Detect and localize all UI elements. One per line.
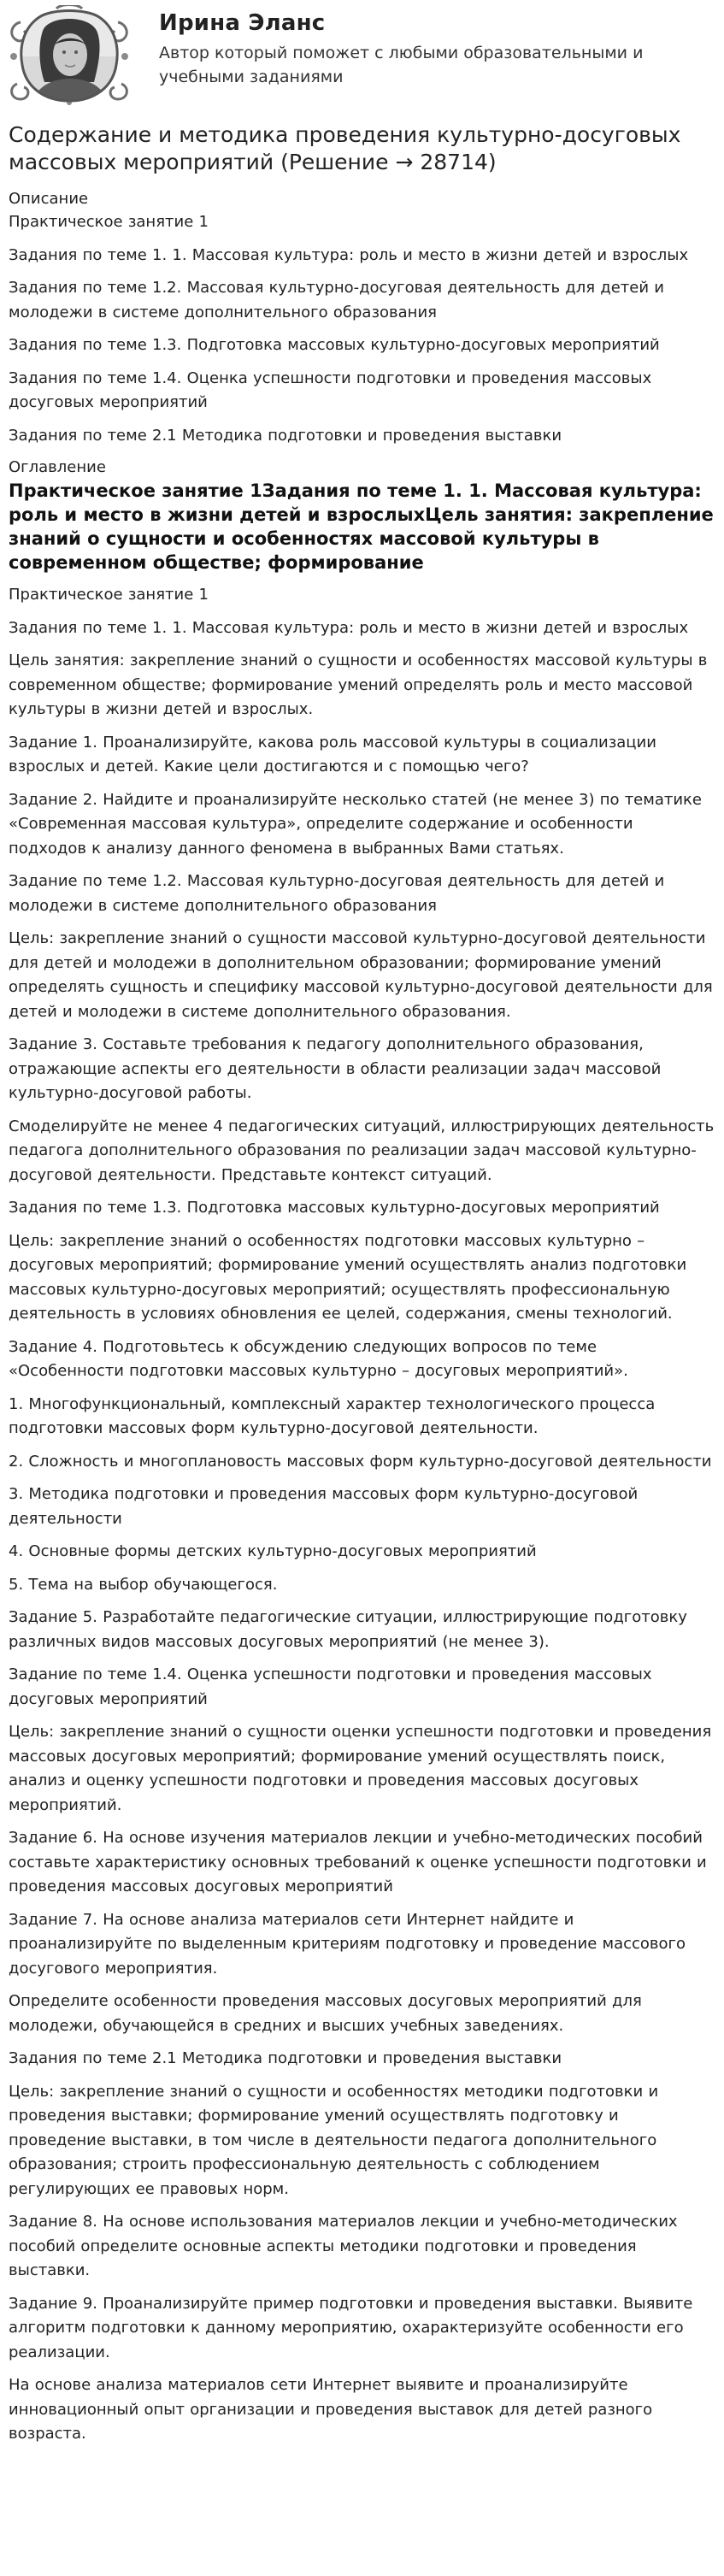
description-item: Задания по теме 1.2. Массовая культурно-досуговая деятельность для детей и молодежи в системе дополнительного образования: [9, 279, 664, 321]
body-paragraph: Цель занятия: закрепление знаний о сущности и особенностях массовой культуры в современном обществе; формирование умений определять роль и место массовой культуры в жизни детей и взрослых.: [9, 651, 708, 718]
body-paragraph: Задание 2. Найдите и проанализируйте несколько статей (не менее 3) по тематике «Современная массовая культура», определите содержание и особенности подходов к анализу данного феномена в выбранных Вами статьях.: [9, 790, 702, 858]
toc-label: Оглавление: [9, 458, 106, 476]
body-paragraph: Определите особенности проведения массовых досуговых мероприятий для молодежи, обучающейся в средних и высших учебных заведениях.: [9, 1992, 642, 2035]
body-paragraph: На основе анализа материалов сети Интернет выявите и проанализируйте инновационный опыт организации и проведения выставок для детей разного возраста.: [9, 2376, 653, 2443]
author-description: Автор который поможет с любыми образовательными и учебными заданиями: [159, 44, 644, 86]
body-paragraph: 1. Многофункциональный, комплексный характер технологического процесса подготовки массовых форм культурно-досуговой деятельности.: [9, 1394, 656, 1437]
body-paragraph: Задание 4. Подготовьтесь к обсуждению следующих вопросов по теме «Особенности подготовки массовых культурно – досуговых мероприятий».: [9, 1337, 628, 1380]
description-item: Задания по теме 2.1 Методика подготовки и проведения выставки: [9, 426, 562, 445]
body-paragraph: Задание 7. На основе анализа материалов сети Интернет найдите и проанализируйте по выделенным критериям подготовку и проведение массового досугового мероприятия.: [9, 1910, 686, 1978]
body-paragraph: 2. Сложность и многоплановость массовых форм культурно-досуговой деятельности: [9, 1452, 712, 1471]
description-item: Задания по теме 1.4. Оценка успешности подготовки и проведения массовых досуговых мероприятий: [9, 368, 652, 411]
body-paragraph: Задание 9. Проанализируйте пример подготовки и проведения выставки. Выявите алгоритм подготовки к данному мероприятию, охарактеризуйте особенности его реализации.: [9, 2294, 693, 2361]
body-paragraph: Цель: закрепление знаний о сущности и особенностях методики подготовки и проведения выставки; формирование умений осуществлять подготовку и проведение выставки, в том числе в деятельности педагога дополнительного образования; строить профессиональную деятельность с соблюдением регулирующих ее правовых норм.: [9, 2082, 659, 2198]
author-name[interactable]: Ирина Эланс: [159, 10, 326, 36]
body-paragraph: Задание 6. На основе изучения материалов лекции и учебно-методических пособий составьте характеристику основных требований к оценке успешности подготовки и проведения массовых досуговых мероприятий: [9, 1829, 707, 1895]
body-paragraph: Смоделируйте не менее 4 педагогических ситуаций, иллюстрирующих деятельность педагога дополнительного образования по реализации задач массовой культурно-досуговой деятельности. Представьте контекст ситуаций.: [9, 1117, 715, 1184]
description-item: Задания по теме 1. 1. Массовая культура: роль и место в жизни детей и взрослых: [9, 245, 689, 264]
description-item: Практическое занятие 1: [9, 213, 209, 231]
document-content: [9, 121, 715, 2455]
body-paragraph: Цель: закрепление знаний о сущности оценки успешности подготовки и проведения массовых досуговых мероприятий; формирование умений осуществлять поиск, анализ и оценку успешности подготовки и проведения массовых досуговых мероприятий.: [9, 1723, 712, 1814]
body-paragraph: Задания по теме 2.1 Методика подготовки и проведения выставки: [9, 2049, 562, 2067]
author-avatar[interactable]: [5, 5, 133, 106]
body-paragraph: 5. Тема на выбор обучающегося.: [9, 1575, 278, 1594]
body-paragraph: Задание по теме 1.2. Массовая культурно-досуговая деятельность для детей и молодежи в системе дополнительного образования: [9, 872, 665, 915]
body-paragraph: Практическое занятие 1: [9, 586, 209, 604]
body-paragraph: Задания по теме 1.3. Подготовка массовых культурно-досуговых мероприятий: [9, 1199, 660, 1217]
toc-heading: Практическое занятие 1Задания по теме 1. 1. Массовая культура: роль и место в жизни детей и взрослыхЦель занятия: закрепление знаний о сущности и особенностях массовой культуры в современном обществе; формирование: [9, 480, 714, 573]
body-paragraph: Задания по теме 1. 1. Массовая культура: роль и место в жизни детей и взрослых: [9, 618, 689, 637]
body-paragraph: Задание 3. Составьте требования к педагогу дополнительного образования, отражающие аспекты его деятельности в области реализации задач массовой культурно-досуговой работы.: [9, 1035, 662, 1102]
body-paragraph: Цель: закрепление знаний о особенностях подготовки массовых культурно – досуговых мероприятий; формирование умений осуществлять анализ подготовки массовых культурно-досуговых мероприятий; осуществлять профессиональную деятельность в условиях обновления ее целей, содержания, смены технологий.: [9, 1231, 687, 1323]
author-header: [0, 0, 724, 120]
body-paragraph: 4. Основные формы детских культурно-досуговых мероприятий: [9, 1542, 537, 1560]
body-paragraph: Задание 5. Разработайте педагогические ситуации, иллюстрирующие подготовку различных видов массовых досуговых мероприятий (не менее 3).: [9, 1608, 687, 1651]
body-paragraph: Задание 8. На основе использования материалов лекции и учебно-методических пособий определите основные аспекты методики подготовки и проведения выставки.: [9, 2213, 678, 2279]
body-paragraph: 3. Методика подготовки и проведения массовых форм культурно-досуговой деятельности: [9, 1485, 639, 1528]
body-paragraph: Цель: закрепление знаний о сущности массовой культурно-досуговой деятельности для детей и молодежи в дополнительном образовании; формирование умений определять сущность и специфику массовой культурно-досуговой деятельности для детей и молодежи в системе дополнительного образования.: [9, 929, 713, 1021]
avatar-image: [5, 5, 133, 106]
body-paragraph: Задание 1. Проанализируйте, какова роль массовой культуры в социализации взрослых и детей. Какие цели достигаются и с помощью чего?: [9, 733, 656, 775]
body-paragraph: Задание по теме 1.4. Оценка успешности подготовки и проведения массовых досуговых мероприятий: [9, 1665, 652, 1708]
description-item: Задания по теме 1.3. Подготовка массовых культурно-досуговых мероприятий: [9, 336, 660, 354]
description-label: Описание: [9, 190, 89, 208]
page-title: Содержание и методика проведения культурно-досуговых массовых мероприятий (Решение → 28714): [9, 122, 681, 174]
